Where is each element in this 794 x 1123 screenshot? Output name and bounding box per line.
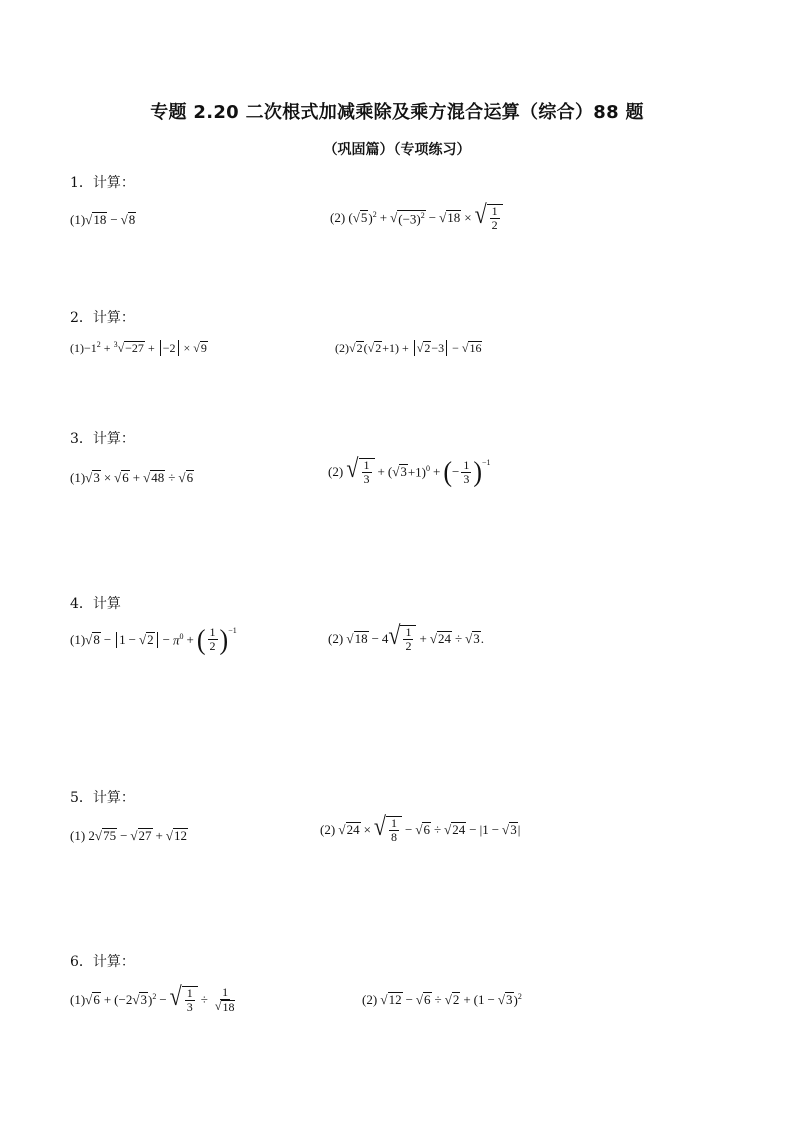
question-4-part-1: (1) √ 8 − 1 − √ 2 − $\pi^0$ + ( $\frac{1}{2}$ ) $^{-1}$: [70, 623, 237, 656]
question-6-part-1: (1) √ 6 + (−2 √ 3 )$^2$ − √ $\frac{1}{3}$ ÷ 1 √ 18: [70, 981, 235, 1015]
question-3-part-2: (2) √ $\frac{1}{3}$ + ( √ 3 +1)$^0$ + ( − $\frac{1}{3}$ ) $^{-1}$: [328, 452, 491, 488]
question-5-heading: 5．计算：: [70, 790, 135, 806]
question-2-part-1: (1) $-1^2$ + $^3$ √ −27 + −2 × √ 9: [70, 340, 207, 355]
question-4-heading: 4．计算: [70, 596, 121, 612]
question-1-part-2: (2) ( √ 5 )$^2$ + √ $(-3)^2$ − √ 18 × √ $\frac{1}{2}$: [330, 204, 503, 232]
question-1-part-1: (1) √ 18 − √ 8: [70, 212, 136, 227]
question-2-heading: 2．计算：: [70, 310, 135, 326]
question-3-heading: 3．计算：: [70, 431, 135, 447]
question-5-part-2: (2) √ 24 × √ $\frac{1}{8}$ − √ 6 ÷ √ 24 − | 1 − √ 3 |: [320, 810, 521, 845]
question-4-part-2: (2) √ 18 − 4 √ $\frac{1}{2}$ + √ 24 ÷ √ 3 .: [328, 619, 484, 654]
page-subtitle: （巩固篇）（专项练习）: [323, 142, 471, 158]
question-6-part-2: (2) √ 12 − √ 6 ÷ √ 2 + (1 − √ 3 )$^2$: [362, 992, 522, 1008]
question-2-part-2: (2) √ 2 ( √ 2 +1) + √ 2 −3 − √ 16: [335, 340, 482, 355]
question-1-heading: 1．计算：: [70, 175, 135, 191]
question-6-heading: 6．计算：: [70, 954, 135, 970]
page-title: 专题 2.20 二次根式加减乘除及乘方混合运算（综合）88 题: [150, 102, 644, 123]
question-3-part-1: (1) √ 3 × √ 6 + √ 48 ÷ √ 6: [70, 470, 194, 485]
question-5-part-1: (1) 2 √ 75 − √ 27 + √ 12: [70, 828, 188, 843]
